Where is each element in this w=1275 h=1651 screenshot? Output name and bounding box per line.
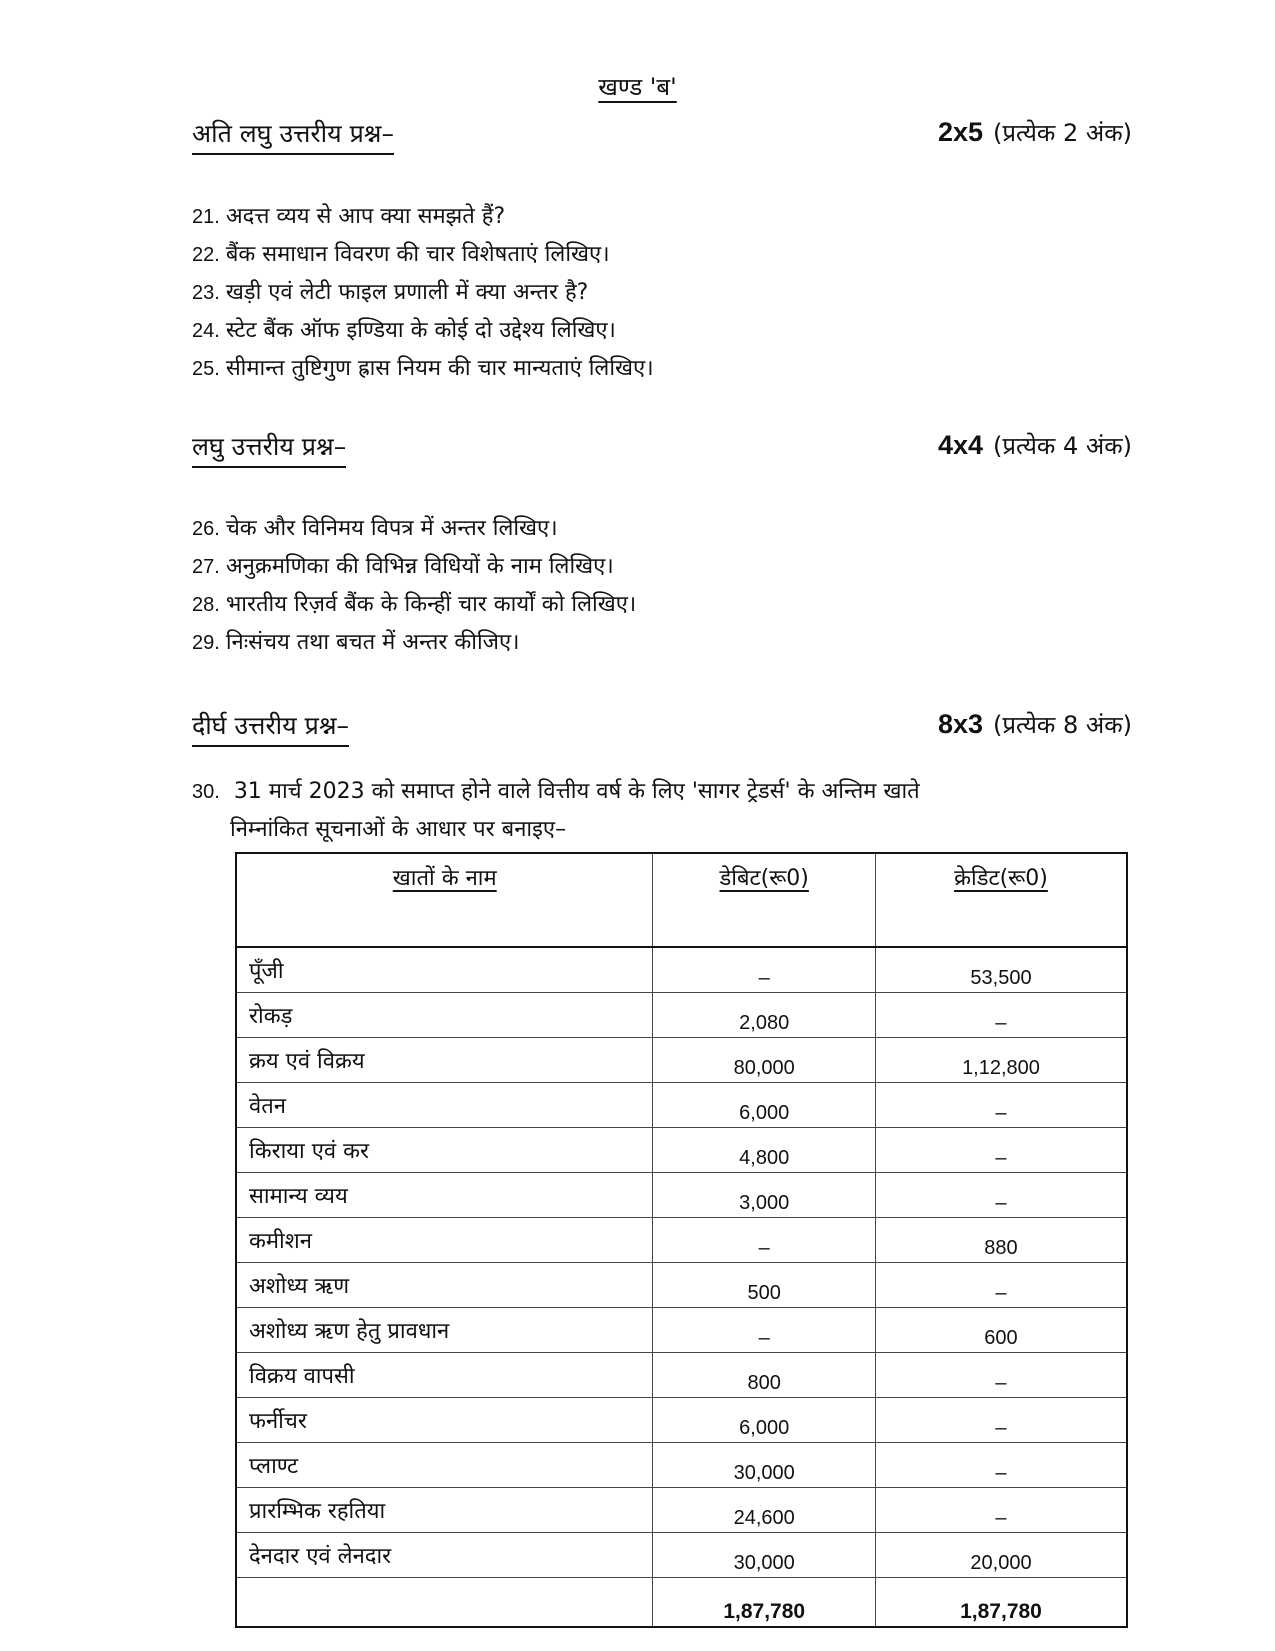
question-item — [192, 274, 1132, 312]
table-row — [236, 1398, 1127, 1443]
question-number: 26. — [192, 518, 220, 540]
amount-cell: 24,600 — [653, 1488, 876, 1533]
account-name-cell: रोकड़ — [236, 993, 653, 1038]
table-row — [236, 947, 1127, 993]
amount-cell: 800 — [653, 1353, 876, 1398]
question-text: खड़ी एवं लेटी फाइल प्रणाली में क्या अन्तर है? — [225, 280, 589, 305]
question-30-line2: निम्नांकित सूचनाओं के आधार पर बनाइए– — [230, 817, 567, 842]
amount-cell: – — [875, 1443, 1127, 1488]
amount-cell: – — [875, 1488, 1127, 1533]
account-name-cell: क्रय एवं विक्रय — [236, 1038, 653, 1083]
question-text: अदत्त व्यय से आप क्या समझते हैं? — [225, 204, 506, 229]
table-header-row — [236, 853, 1127, 947]
account-name-cell: पूँजी — [236, 947, 653, 993]
amount-cell: – — [875, 1128, 1127, 1173]
table-row — [236, 1308, 1127, 1353]
account-name-cell: प्लाण्ट — [236, 1443, 653, 1488]
amount-cell: – — [875, 993, 1127, 1038]
question-item — [192, 624, 1132, 662]
question-number: 23. — [192, 282, 220, 304]
amount-cell: – — [875, 1173, 1127, 1218]
question-item — [192, 350, 1132, 388]
section-heading-long — [192, 708, 1132, 748]
table-row — [236, 1263, 1127, 1308]
total-debit: 1,87,780 — [653, 1578, 876, 1628]
question-30-line1: 30. 31 मार्च 2023 को समाप्त होने वाले वित्तीय वर्ष के लिए 'सागर ट्रेडर्स' के अन्तिम खाते — [192, 779, 920, 804]
amount-cell: 20,000 — [875, 1533, 1127, 1578]
table-row — [236, 1353, 1127, 1398]
amount-cell: 600 — [875, 1308, 1127, 1353]
header-account-name: खातों के नाम — [236, 853, 653, 947]
question-number: 22. — [192, 244, 220, 266]
question-item — [192, 548, 1132, 586]
account-name-cell: अशोध्य ऋण — [236, 1263, 653, 1308]
question-number: 27. — [192, 556, 220, 578]
section-heading-very-short — [192, 116, 1132, 156]
question-number: 21. — [192, 206, 220, 228]
question-text: स्टेट बैंक ऑफ इण्डिया के कोई दो उद्देश्य लिखिए। — [225, 318, 616, 343]
amount-cell: 6,000 — [653, 1083, 876, 1128]
account-name-cell: प्रारम्भिक रहतिया — [236, 1488, 653, 1533]
question-text: भारतीय रिज़र्व बैंक के किन्हीं चार कार्यों को लिखिए। — [225, 592, 637, 617]
question-item — [192, 198, 1132, 236]
header-debit: डेबिट(रू0) — [653, 853, 876, 947]
question-number: 28. — [192, 594, 220, 616]
amount-cell: – — [875, 1353, 1127, 1398]
question-list-short — [192, 510, 1132, 662]
table-row — [236, 1533, 1127, 1578]
account-name-cell: विक्रय वापसी — [236, 1353, 653, 1398]
question-30 — [192, 773, 1132, 849]
question-number: 29. — [192, 632, 220, 654]
account-name-cell: देनदार एवं लेनदार — [236, 1533, 653, 1578]
amount-cell: – — [875, 1263, 1127, 1308]
account-name-cell: वेतन — [236, 1083, 653, 1128]
section-marks: 4x4 (प्रत्येक 4 अंक) — [937, 430, 1132, 460]
amount-cell: 53,500 — [875, 947, 1127, 993]
amount-cell: 30,000 — [653, 1533, 876, 1578]
amount-cell: 80,000 — [653, 1038, 876, 1083]
section-heading-short — [192, 429, 1132, 469]
amount-cell: 2,080 — [653, 993, 876, 1038]
question-text: चेक और विनिमय विपत्र में अन्तर लिखिए। — [225, 516, 558, 541]
account-name-cell: किराया एवं कर — [236, 1128, 653, 1173]
table-total-row — [236, 1578, 1127, 1628]
section-title: खण्ड 'ब' — [598, 73, 677, 101]
table-row — [236, 1488, 1127, 1533]
account-name-cell: फर्नीचर — [236, 1398, 653, 1443]
question-item — [192, 586, 1132, 624]
account-name-cell — [236, 1578, 653, 1628]
header-credit: क्रेडिट(रू0) — [875, 853, 1127, 947]
amount-cell: – — [653, 947, 876, 993]
section-label: दीर्घ उत्तरीय प्रश्न– — [192, 708, 349, 747]
amount-cell: 500 — [653, 1263, 876, 1308]
question-text: निःसंचय तथा बचत में अन्तर कीजिए। — [225, 630, 520, 655]
question-list-very-short — [192, 198, 1132, 388]
amount-cell: 1,12,800 — [875, 1038, 1127, 1083]
amount-cell: – — [653, 1218, 876, 1263]
amount-cell: – — [653, 1308, 876, 1353]
amount-cell: 3,000 — [653, 1173, 876, 1218]
amount-cell: 880 — [875, 1218, 1127, 1263]
question-item — [192, 510, 1132, 548]
section-label: अति लघु उत्तरीय प्रश्न– — [192, 116, 394, 155]
amount-cell: – — [875, 1083, 1127, 1128]
section-marks: 8x3 (प्रत्येक 8 अंक) — [937, 709, 1132, 739]
section-label: लघु उत्तरीय प्रश्न– — [192, 429, 346, 468]
question-number: 24. — [192, 320, 220, 342]
amount-cell: – — [875, 1398, 1127, 1443]
table-row — [236, 1443, 1127, 1488]
question-text: अनुक्रमणिका की विभिन्न विधियों के नाम लिखिए। — [225, 554, 614, 579]
table-row — [236, 1128, 1127, 1173]
total-credit: 1,87,780 — [875, 1578, 1127, 1628]
amount-cell: 6,000 — [653, 1398, 876, 1443]
question-text: सीमान्त तुष्टिगुण ह्रास नियम की चार मान्यताएं लिखिए। — [225, 356, 654, 381]
table-row — [236, 1038, 1127, 1083]
amount-cell: 4,800 — [653, 1128, 876, 1173]
account-name-cell: अशोध्य ऋण हेतु प्रावधान — [236, 1308, 653, 1353]
amount-cell: 30,000 — [653, 1443, 876, 1488]
question-text: बैंक समाधान विवरण की चार विशेषताएं लिखिए। — [225, 242, 610, 267]
question-item — [192, 236, 1132, 274]
table-row — [236, 1083, 1127, 1128]
table-row — [236, 1173, 1127, 1218]
question-item — [192, 312, 1132, 350]
question-number: 25. — [192, 358, 220, 380]
section-marks: 2x5 (प्रत्येक 2 अंक) — [937, 117, 1132, 147]
account-name-cell: कमीशन — [236, 1218, 653, 1263]
table-row — [236, 993, 1127, 1038]
account-name-cell: सामान्य व्यय — [236, 1173, 653, 1218]
trial-balance-table — [235, 852, 1128, 1628]
table-row — [236, 1218, 1127, 1263]
